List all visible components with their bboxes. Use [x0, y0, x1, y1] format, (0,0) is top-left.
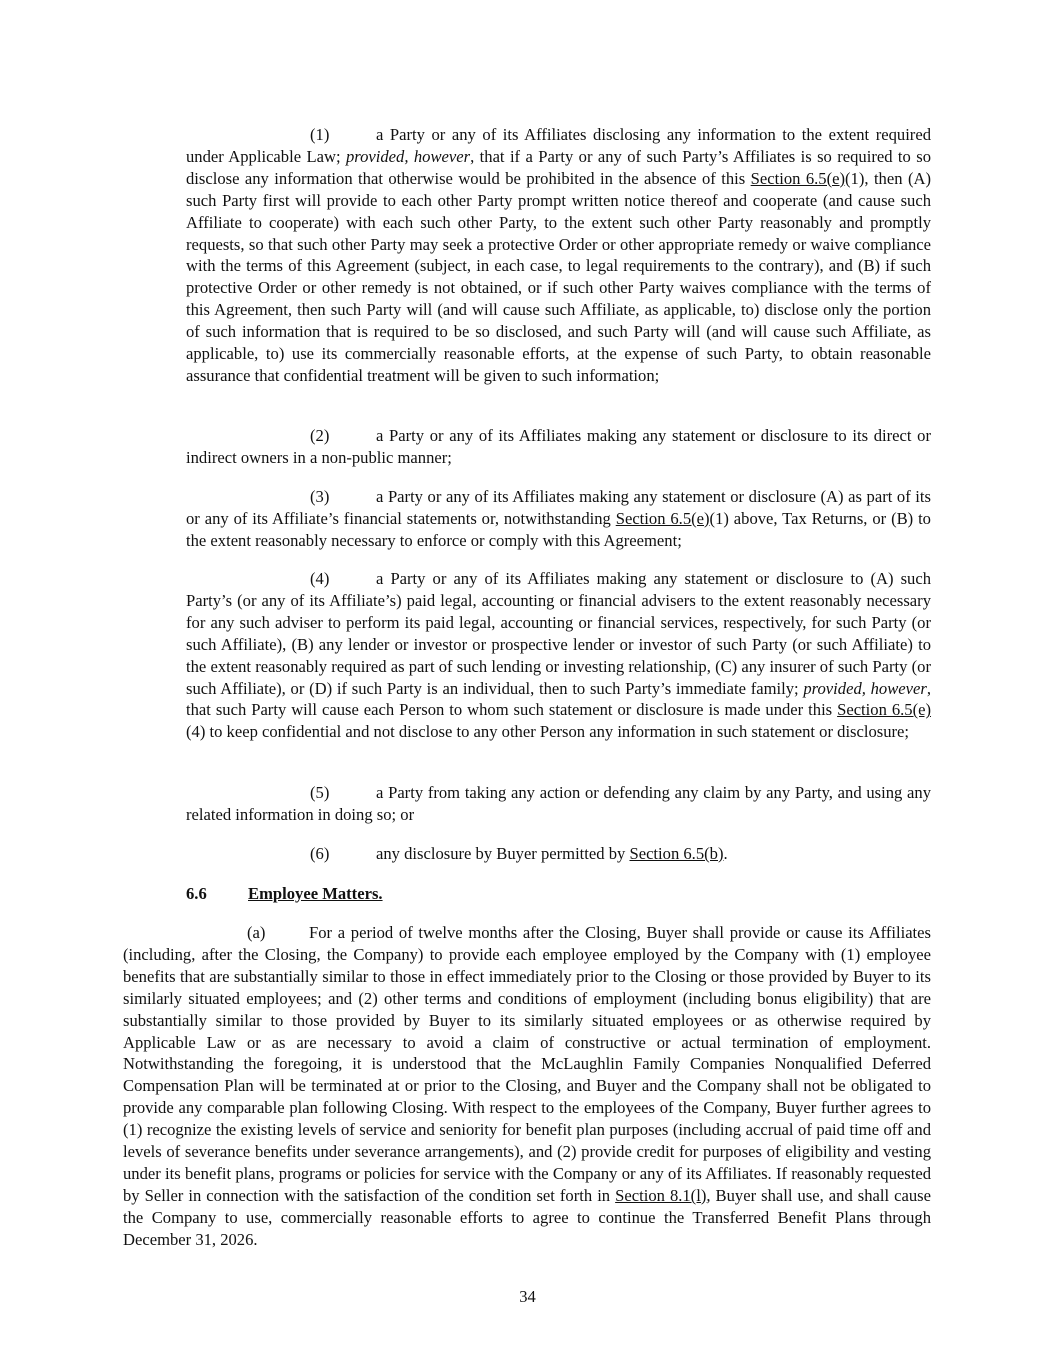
- section-heading: [186, 883, 383, 905]
- clause-4: (4) a Party or any of its Affiliates making any statement or disclosure to (A) such Party’s (or any of its Affiliate’s) paid legal, accounting or financial advisers to the extent reasonably necessary for any such adviser to perform its paid legal, accounting or financial services, respectively, for such Party (or such Affiliate), (B) any lender or investor or prospective lender or investor of such Party (or such Affiliate) to the extent reasonably required as part of such lending or investing relationship, (C) any insurer of such Party (or such Affiliate), or (D) if such Party is an individual, then to such Party’s immediate family; provided, however, that such Party will cause each Person to whom such statement or disclosure is made under this Section 6.5(e)(4) to keep confidential and not disclose to any other Person any information in such statement or disclosure;: [186, 569, 931, 742]
- section-reference: Section 8.1(l): [615, 1185, 707, 1205]
- clause-5: (5) a Party from taking any action or defending any claim by any Party, and using any related information in doing so; or: [186, 783, 931, 824]
- clause-6: (6) any disclosure by Buyer permitted by Section 6.5(b).: [310, 844, 728, 863]
- clause-3: (3) a Party or any of its Affiliates making any statement or disclosure (A) as part of its or any of its Affiliate’s financial statements or, notwithstanding Section 6.5(e)(1) above, Tax Returns, or (B) to the extent reasonably necessary to enforce or comply with this Agreement;: [186, 487, 931, 550]
- section-reference: Section 6.5(e): [615, 508, 710, 528]
- clause-1: (1) a Party or any of its Affiliates disclosing any information to the extent required under Applicable Law; provided, however, that if a Party or any of such Party’s Affiliates is so required to so disclose any information that otherwise would be prohibited in the absence of this Section 6.5(e)(1), then (A) such Party first will provide to each other Party prompt written notice thereof and cooperate (and cause such Affiliate to cooperate) with each such other Party, to the extent such other Party reasonably and promptly requests, so that such other Party may seek a protective Order or other appropriate remedy or waive compliance with the terms of this Agreement (subject, in each case, to legal requirements to the contrary), and (B) if such protective Order or other remedy is not obtained, or if such other Party waives compliance with the terms of this Agreement, then such Party will (and will cause such Affiliate, as applicable, to) disclose only the portion of such information that is required to be so disclosed, and such Party will (and will cause such Affiliate, as applicable, to) use its commercially reasonable efforts, at the expense of such Party, to obtain reasonable assurance that confidential treatment will be given to such information;: [186, 125, 931, 385]
- clause-number: (5): [310, 783, 330, 802]
- section-reference: Section 6.5(b): [629, 844, 724, 863]
- clause-number: (2): [310, 426, 330, 445]
- section-reference: Section 6.5(e): [750, 168, 846, 188]
- paragraph-a: (a) For a period of twelve months after the Closing, Buyer shall provide or cause its Affiliates (including, after the Closing, the Company) to provide each employee employed by the Company with (1) employee benefits that are substantially similar to those in effect immediately prior to the Closing or those provided by Buyer to its similarly situated employees; and (2) other terms and conditions of employment (including bonus eligibility) that are substantially similar to those provided by Buyer to its similarly situated employees or as otherwise required by Applicable Law or as are necessary to avoid a claim of constructive or actual termination of employment. Notwithstanding the foregoing, it is understood that the McLaughlin Family Companies Nonqualified Deferred Compensation Plan will be terminated at or prior to the Closing, and Buyer and the Company shall not be obligated to provide any comparable plan following Closing. With respect to the employees of the Company, Buyer further agrees to (1) recognize the existing levels of service and seniority for benefit plan purposes (including accrual of paid time off and levels of severance benefits under severance arrangements), and (2) provide credit for purposes of eligibility and vesting under its benefit plans, programs or policies for service with the Company or any of its Affiliates. If reasonably requested by Seller in connection with the satisfaction of the condition set forth in Section 8.1(l), Buyer shall use, and shall cause the Company to use, commercially reasonable efforts to agree to continue the Transferred Benefit Plans through December 31, 2026.: [123, 923, 932, 1249]
- paragraph-number: (a): [247, 923, 266, 942]
- clause-number: (3): [310, 487, 330, 506]
- section-reference: Section 6.5(e): [837, 700, 931, 720]
- clause-2: (2) a Party or any of its Affiliates making any statement or disclosure to its direct or indirect owners in a non-public manner;: [186, 426, 931, 467]
- section-title: Employee Matters.: [248, 884, 383, 903]
- clause-number: (1): [310, 125, 330, 144]
- page-number: 34: [519, 1287, 536, 1306]
- clause-number: (4): [310, 569, 330, 588]
- section-number: 6.6: [186, 884, 207, 903]
- clause-number: (6): [310, 844, 330, 863]
